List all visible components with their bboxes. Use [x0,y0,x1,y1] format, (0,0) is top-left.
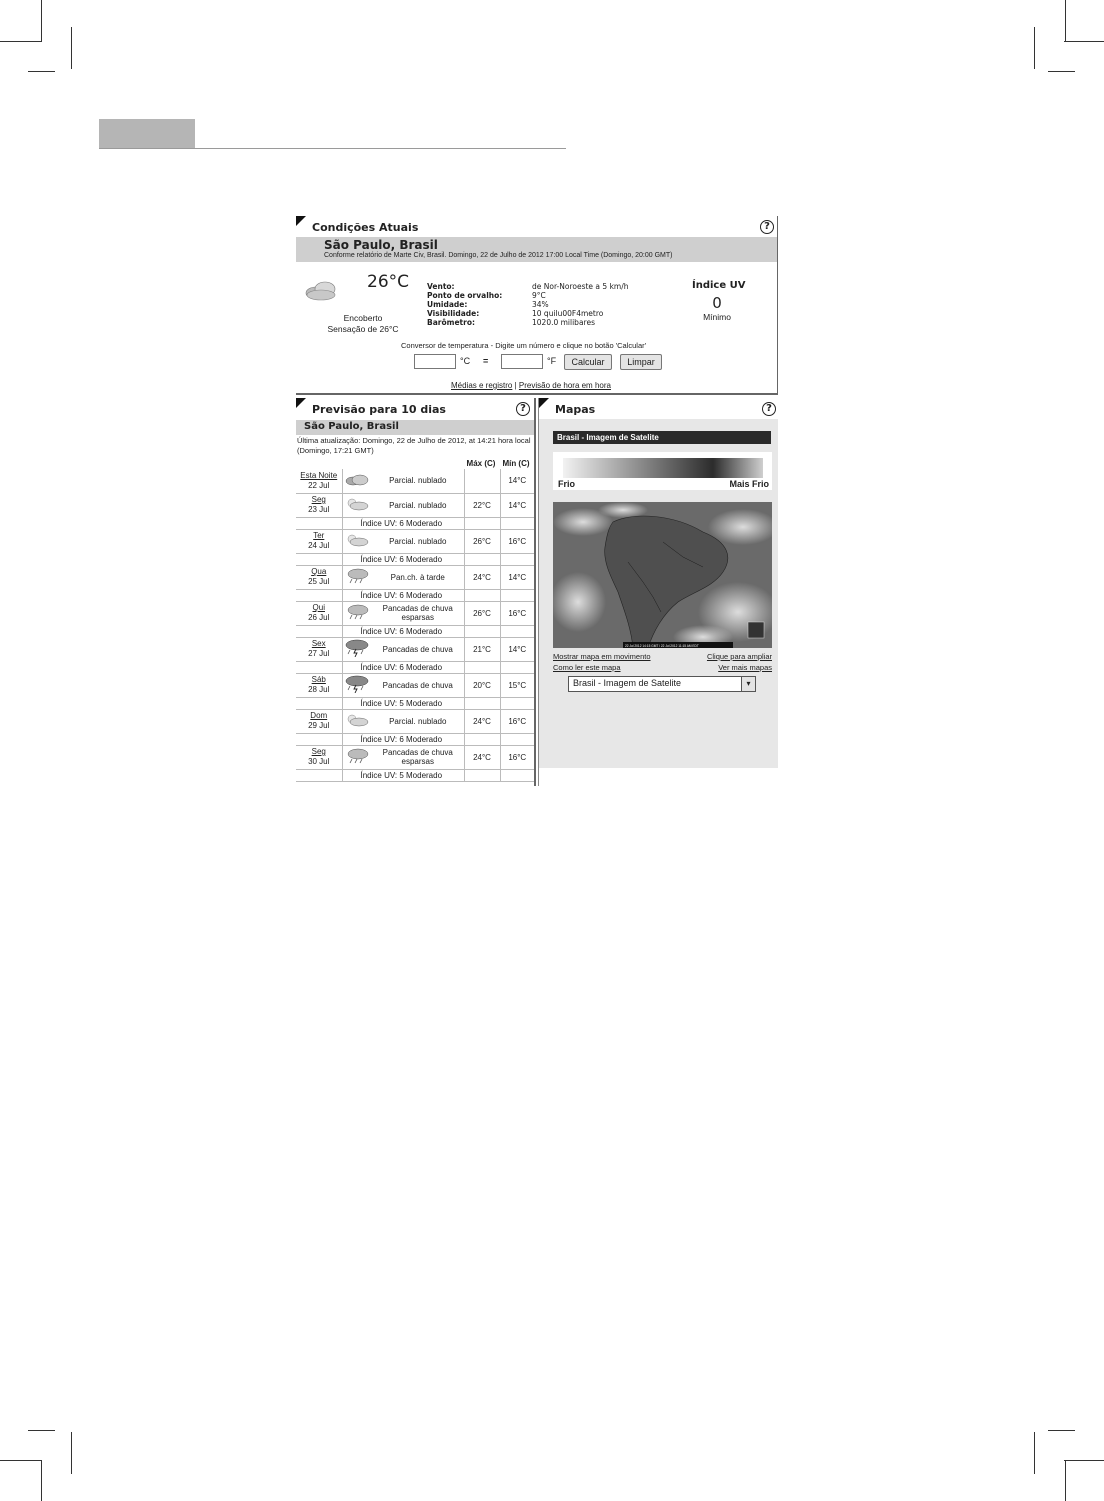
forecast-min: 16°C [500,601,534,625]
day-link[interactable]: Ter [313,531,325,540]
page-header-rule [99,148,566,149]
page-header-tab [99,119,195,148]
forecast-row [296,565,534,589]
day-link[interactable]: Seg [311,747,326,756]
forecast-panel [296,398,536,786]
uv-index-title: Índice UV [692,280,746,291]
forecast-day [296,529,342,553]
partly-cloudy-night-icon [342,469,372,493]
crop-mark [71,1432,72,1474]
forecast-condition: Pancadas de chuva [372,673,464,697]
forecast-condition: Pan.ch. à tarde [372,565,464,589]
day-link[interactable]: Dom [310,711,328,720]
forecast-max: 26°C [464,601,500,625]
forecast-min: 16°C [500,745,534,769]
forecast-condition: Parcial. nublado [372,709,464,733]
forecast-min: 14°C [500,493,534,517]
forecast-day [296,637,342,661]
spacer-cell [296,661,342,673]
forecast-day [296,565,342,589]
fahrenheit-unit: °F [547,356,557,366]
forecast-table [296,457,534,782]
spacer-cell [464,769,500,781]
corner-tab-icon [296,398,306,408]
crop-mark [1048,1430,1075,1431]
forecast-header-row [296,457,534,469]
forecast-max: 24°C [464,709,500,733]
location-band [296,237,777,262]
day-date: 27 Jul [308,649,330,658]
day-link[interactable]: Seg [311,495,326,504]
crop-mark [1034,27,1035,69]
spacer-cell [296,733,342,745]
current-conditions-title: Condições Atuais [312,221,419,234]
link-separator: | [514,381,517,390]
forecast-uv-row [296,733,534,745]
forecast-day [296,745,342,769]
day-link[interactable]: Esta Noite [300,470,338,480]
wind-label: Vento: [427,282,455,291]
spacer-cell [296,697,342,709]
spacer-cell [464,625,500,637]
day-date: 25 Jul [308,577,330,586]
satellite-timestamp: 22 Jul 2012 14:15 GMT / 22 Jul 2012 11:15 AM EDT [625,644,699,648]
forecast-uv-row [296,517,534,529]
spacer-cell [500,769,534,781]
maps-body [539,419,778,768]
forecast-min: 16°C [500,709,534,733]
forecast-uv: Índice UV: 6 Moderado [342,553,464,565]
day-date: 22 Jul [308,480,330,490]
converter-label: Conversor de temperatura - Digite um número e clique no botão 'Calcular' [401,341,647,350]
spacer-cell [296,769,342,781]
crop-mark [1034,1432,1035,1474]
forecast-uv-row [296,697,534,709]
forecast-uv: Índice UV: 5 Moderado [342,769,464,781]
forecast-condition: Parcial. nublado [372,493,464,517]
forecast-uv-row [296,625,534,637]
forecast-uv-row [296,661,534,673]
spacer-cell [464,661,500,673]
forecast-updated: Última atualização: Domingo, 22 de Julho de 2012, at 14:21 hora local (Domingo, 17:21 GMT) [297,436,531,455]
forecast-uv-row [296,769,534,781]
chevron-down-icon[interactable]: ▾ [741,677,755,691]
spacer-cell [500,517,534,529]
crop-mark [0,1460,42,1461]
equals-sign: = [483,356,489,366]
forecast-uv: Índice UV: 6 Moderado [342,733,464,745]
spacer-cell [464,553,500,565]
current-conditions-header [296,216,777,236]
thunderstorm-icon [342,637,372,661]
forecast-row [296,673,534,697]
how-to-read-link[interactable]: Como ler este mapa [553,663,621,672]
humidity-label: Umidade: [427,300,468,309]
day-date: 30 Jul [308,757,330,766]
forecast-uv-row [296,553,534,565]
forecast-min: 14°C [500,469,534,493]
forecast-uv: Índice UV: 5 Moderado [342,697,464,709]
fahrenheit-input[interactable] [501,354,543,369]
forecast-max [464,469,500,493]
more-maps-link[interactable]: Ver mais mapas [718,663,772,672]
legend-colder: Mais Frio [729,479,769,489]
spacer-cell [500,553,534,565]
spacer-cell [296,625,342,637]
forecast-min: 14°C [500,565,534,589]
day-date: 26 Jul [308,613,330,622]
showers-icon [342,745,372,769]
crop-mark [1048,71,1075,72]
day-date: 28 Jul [308,685,330,694]
current-temperature: 26°C [367,272,410,292]
forecast-max: 21°C [464,637,500,661]
forecast-min: 15°C [500,673,534,697]
forecast-title: Previsão para 10 dias [312,403,446,416]
maps-header [539,398,778,418]
day-date: 24 Jul [308,541,330,550]
celsius-unit: °C [460,356,471,366]
forecast-condition: Parcial. nublado [372,469,464,493]
legend-gradient [563,458,763,478]
forecast-day [296,673,342,697]
zoom-map-link[interactable]: Clique para ampliar [706,652,772,661]
barometer-label: Barômetro: [427,318,475,327]
crop-mark [41,1460,42,1501]
maps-panel [538,398,778,786]
forecast-day [296,601,342,625]
barometer-value: 1020.0 milibares [532,318,595,327]
partly-cloudy-icon [342,529,372,553]
spacer-cell [296,589,342,601]
help-icon[interactable]: ? [516,402,530,416]
forecast-max: 22°C [464,493,500,517]
crop-mark [41,0,42,42]
spacer-cell [464,517,500,529]
satellite-image[interactable] [553,502,772,648]
partly-cloudy-icon [342,709,372,733]
current-condition [326,313,400,335]
celsius-input[interactable] [414,354,456,369]
day-link[interactable]: Sáb [311,675,326,684]
current-conditions-panel [296,216,778,395]
corner-tab-icon [539,398,549,408]
spacer-cell [500,697,534,709]
forecast-header [296,398,534,418]
map-select[interactable] [568,676,756,692]
map-legend [553,452,772,490]
forecast-row [296,601,534,625]
hourly-link[interactable]: Previsão de hora em hora [518,381,611,390]
crop-mark [28,71,55,72]
forecast-max: 24°C [464,565,500,589]
forecast-max: 24°C [464,745,500,769]
calculate-button[interactable]: Calcular [564,354,612,370]
overcast-icon [304,278,338,302]
forecast-day [296,709,342,733]
day-link[interactable]: Qua [311,567,327,576]
forecast-row [296,745,534,769]
col-min: Mín (C) [502,458,530,468]
help-icon[interactable]: ? [760,220,774,234]
forecast-condition: Pancadas de chuva [372,637,464,661]
day-link[interactable]: Qui [312,603,325,612]
spacer-cell [296,517,342,529]
crop-mark [0,41,42,42]
showers-icon [342,601,372,625]
wind-value: de Nor-Noroeste a 5 km/h [532,282,629,291]
weather-screenshot [296,216,778,786]
clear-button[interactable]: Limpar [620,354,662,370]
forecast-uv: Índice UV: 6 Moderado [342,589,464,601]
forecast-uv: Índice UV: 6 Moderado [342,625,464,637]
spacer-cell [464,697,500,709]
animate-map-link[interactable]: Mostrar mapa em movimento [553,652,651,661]
visibility-label: Visibilidade: [427,309,480,318]
maps-title: Mapas [555,403,596,416]
current-links [451,381,611,390]
uv-index-desc: Mínimo [703,312,731,322]
help-icon[interactable]: ? [762,402,776,416]
map-select-value: Brasil - Imagem de Satelite [573,678,682,688]
forecast-uv: Índice UV: 6 Moderado [342,661,464,673]
uv-index-value: 0 [712,294,722,312]
humidity-value: 34% [532,300,549,309]
forecast-city: São Paulo, Brasil [296,420,534,435]
showers-icon [342,565,372,589]
forecast-row [296,493,534,517]
averages-link[interactable]: Médias e registro [451,381,513,390]
crop-mark [28,1430,55,1431]
day-link[interactable]: Sex [311,639,326,648]
forecast-uv: Índice UV: 6 Moderado [342,517,464,529]
forecast-max: 20°C [464,673,500,697]
forecast-condition: Pancadas de chuva esparsas [372,745,464,769]
thunderstorm-icon [342,673,372,697]
report-info: Conforme relatório de Marte Civ, Brasil. Domingo, 22 de Julho de 2012 17:00 Local Time (Domingo, 20:00 GMT) [324,252,673,259]
crop-mark [1064,1460,1104,1461]
partly-cloudy-icon [342,493,372,517]
crop-mark [1065,1460,1066,1501]
forecast-row [296,529,534,553]
spacer-cell [464,589,500,601]
crop-mark [71,27,72,69]
forecast-day [296,469,342,493]
visibility-value: 10 quilu00F4metro [532,309,604,318]
forecast-min: 16°C [500,529,534,553]
map-title-bar: Brasil - Imagem de Satelite [553,431,771,444]
forecast-row [296,469,534,493]
forecast-row [296,709,534,733]
spacer-cell [500,661,534,673]
spacer-cell [500,625,534,637]
spacer-cell [500,733,534,745]
feels-like: Sensação de 26°C [327,324,399,334]
forecast-min: 14°C [500,637,534,661]
crop-mark [1065,0,1066,42]
forecast-condition: Pancadas de chuva esparsas [372,601,464,625]
day-date: 23 Jul [308,505,330,514]
day-date: 29 Jul [308,721,330,730]
spacer-cell [500,589,534,601]
spacer-cell [464,733,500,745]
current-city: São Paulo, Brasil [324,238,438,252]
dewpoint-value: 9°C [532,291,546,300]
spacer-cell [296,553,342,565]
forecast-uv-row [296,589,534,601]
forecast-row [296,637,534,661]
legend-cold: Frio [558,479,575,489]
col-max: Máx (C) [466,458,496,468]
condition-text: Encoberto [343,313,383,323]
forecast-day [296,493,342,517]
crop-mark [1064,41,1104,42]
forecast-max: 26°C [464,529,500,553]
forecast-condition: Parcial. nublado [372,529,464,553]
dewpoint-label: Ponto de orvalho: [427,291,503,300]
corner-tab-icon [296,216,306,226]
